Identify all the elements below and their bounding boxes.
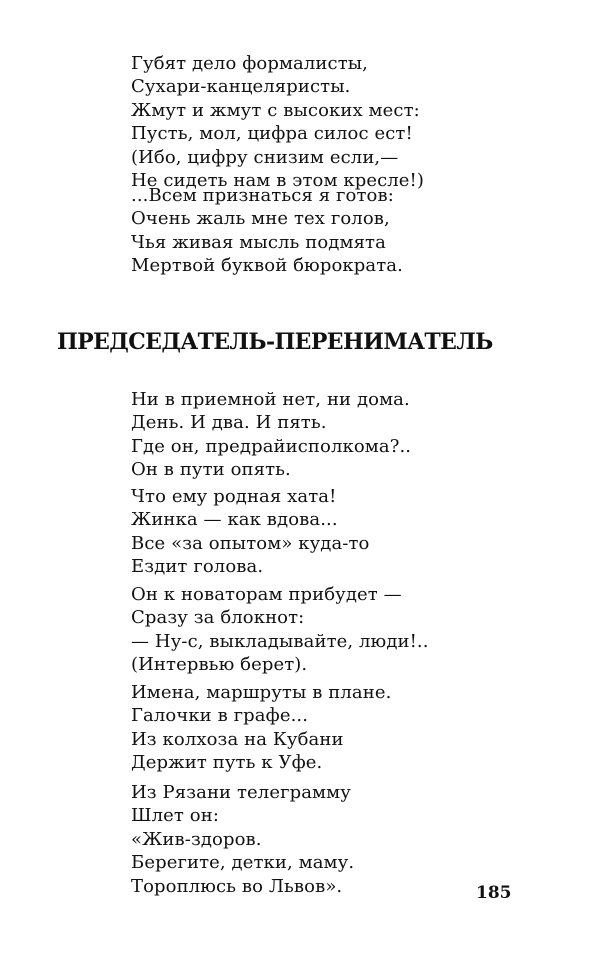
poem-line: Шлет он: [131,805,220,827]
poem-line: Держит путь к Уфе. [131,752,323,774]
poem-line: Он к новаторам прибудет — [131,584,402,605]
poem-line: (Интервью берет). [131,654,308,676]
poem-line: Сухари-канцеляристы. [131,76,351,98]
poem-line: Из колхоза на Кубани [131,728,344,750]
poem-line: Жинка — как вдова... [131,509,338,531]
poem2-stanza-2 [131,485,370,579]
poem-line: ...Всем признаться я готов: [131,185,394,206]
poem2-stanza-1 [131,388,411,482]
poem-line: Ездит голова. [131,556,264,578]
poem2-stanza-5 [131,781,354,898]
poem-line: «Жив-здоров. [131,828,262,850]
poem-line: Пусть, мол, цифра силос ест! [131,123,413,145]
poem-line: Сразу за блокнот: [131,607,305,629]
poem-line: (Ибо, цифру снизим если,— [131,146,399,168]
page-number: 185 [476,883,512,903]
poem-line: Где он, предрайисполкома?.. [131,435,412,457]
poem-line: Из Рязани телеграмму [131,782,351,803]
poem-line: Имена, маршруты в плане. [131,682,392,703]
poem-line: Все «за опытом» куда-то [131,532,370,554]
poem-line: День. И два. И пять. [131,412,327,434]
poem-line: Мертвой буквой бюрократа. [131,255,403,277]
poem-line: Губят дело формалисты, [131,53,369,74]
poem-line: Чья живая мысль подмята [131,231,386,253]
poem-line: Очень жаль мне тех голов, [131,208,390,230]
poem-line: — Ну-с, выкладывайте, люди!.. [131,630,429,652]
poem-line: Он в пути опять. [131,459,291,481]
poem2-stanza-4 [131,681,391,775]
poem1-stanza-1 [131,52,424,192]
poem-line: Тороплюсь во Львов». [131,875,343,897]
poem-line: Берегите, детки, маму. [131,852,355,874]
poem-line: Что ему родная хата! [131,486,337,507]
poem-line: Ни в приемной нет, ни дома. [131,389,410,410]
poem1-stanza-2 [131,184,403,278]
poem-line: Галочки в графе... [131,705,309,727]
poem-line: Жмут и жмут с высоких мест: [131,99,420,121]
poem-title: ПРЕДСЕДАТЕЛЬ-ПЕРЕНИМАТЕЛЬ [57,329,493,355]
poem2-stanza-3 [131,583,429,677]
poem-line: Не сидеть нам в этом кресле!) [131,170,425,192]
